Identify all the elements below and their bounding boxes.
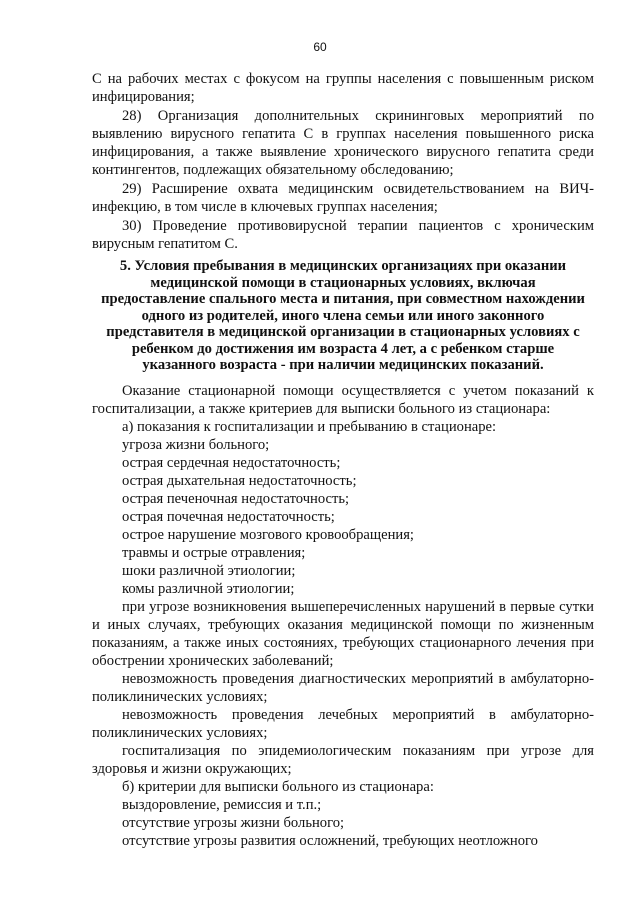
list-item: острая сердечная недостаточность;	[122, 455, 341, 471]
list-item: отсутствие угрозы развития осложнений, требующих неотложного	[122, 833, 538, 849]
page-number: 60	[313, 40, 327, 54]
list-item: угроза жизни больного;	[122, 437, 270, 453]
intro-paragraph: Оказание стационарной помощи осуществляется с учетом показаний к госпитализации, а также критериев для выписки больного из стационара:	[92, 383, 594, 417]
list-item: отсутствие угрозы жизни больного;	[122, 815, 345, 831]
section-heading: 5. Условия пребывания в медицинских организациях при оказании медицинской помощи в стационарных условиях, включая предоставление спального места и питания, при совместном нахождении одного из родителей, иного члена семьи или иного законного представителя в медицинской организации в стационарных условиях с ребенком до достижения им возраста 4 лет, а с ребенком старше указанного возраста - при наличии медицинских показаний.	[101, 258, 585, 373]
list-item: острая почечная недостаточность;	[122, 509, 335, 525]
list-item: острая печеночная недостаточность;	[122, 491, 350, 507]
top-paragraphs	[92, 70, 594, 254]
list-item: выздоровление, ремиссия и т.п.;	[122, 797, 322, 813]
list-item: острая дыхательная недостаточность;	[122, 473, 357, 489]
list-item: при угрозе возникновения вышеперечисленных нарушений в первые сутки и иных случаях, требующих оказания медицинской помощи по жизненным показаниям, а также иных состояниях, требующих стационарного лечения при обострении хронических заболеваний;	[92, 599, 594, 669]
list-item: острое нарушение мозгового кровообращения;	[122, 527, 414, 543]
list-a	[92, 418, 594, 850]
paragraph: С на рабочих местах с фокусом на группы населения с повышенным риском инфицирования;	[92, 71, 594, 105]
list-item: госпитализация по эпидемиологическим показаниям при угрозе для здоровья и жизни окружающих;	[92, 743, 594, 777]
paragraph-item-28: 28) Организация дополнительных скрининговых мероприятий по выявлению вирусного гепатита С в группах населения повышенного риска инфицирования, а также выявление хронического вирусного гепатита среди контингентов, подлежащих обязательному обследованию;	[92, 108, 594, 178]
list-a-title: а) показания к госпитализации и пребыванию в стационаре:	[122, 419, 497, 435]
paragraph-item-30: 30) Проведение противовирусной терапии пациентов с хроническим вирусным гепатитом С.	[92, 218, 594, 252]
list-b-title: б) критерии для выписки больного из стационара:	[122, 779, 434, 795]
intro-block	[92, 382, 594, 419]
list-item: невозможность проведения диагностических мероприятий в амбулаторно-поликлинических условиях;	[92, 671, 594, 705]
paragraph-item-29: 29) Расширение охвата медицинским освидетельствованием на ВИЧ-инфекцию, в том числе в ключевых группах населения;	[92, 181, 594, 215]
list-item: невозможность проведения лечебных мероприятий в амбулаторно-поликлинических условиях;	[92, 707, 594, 741]
list-item: комы различной этиологии;	[122, 581, 295, 597]
list-item: травмы и острые отравления;	[122, 545, 306, 561]
list-item: шоки различной этиологии;	[122, 563, 296, 579]
